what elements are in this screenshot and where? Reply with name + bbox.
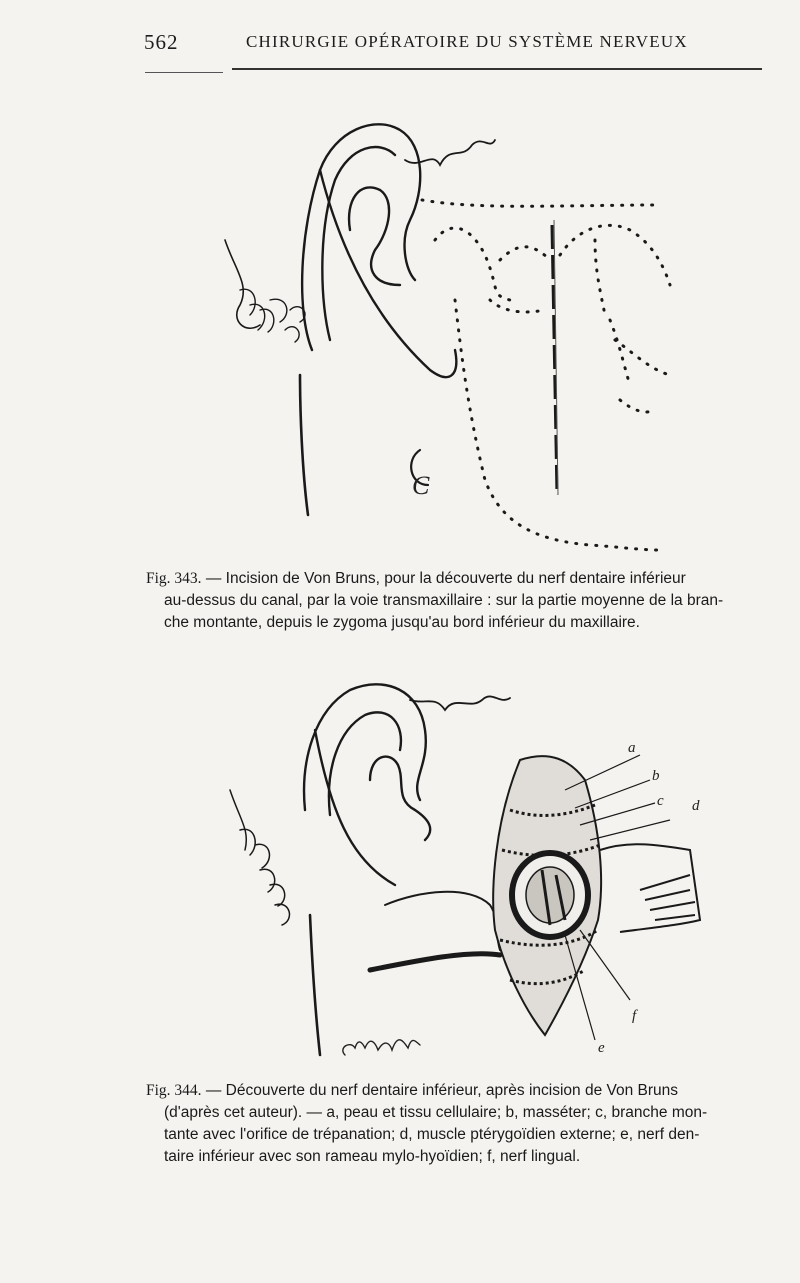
fig343-caption-line-2: au-dessus du canal, par la voie transmaxillaire : sur la partie moyenne de la bran- — [164, 592, 724, 609]
page-header — [144, 30, 764, 60]
nerve-exposure-drawing — [220, 670, 740, 1070]
label-f: f — [632, 1008, 637, 1024]
fig344-caption-line-4: taire inférieur avec son rameau mylo-hyoïdien; f, nerf lingual. — [164, 1148, 581, 1165]
fig344-caption-line-3: tante avec l'orifice de trépanation; d, muscle ptérygoïdien externe; e, nerf den- — [164, 1126, 700, 1143]
fig343-caption-line-3: che montante, depuis le zygoma jusqu'au bord inférieur du maxillaire. — [164, 614, 640, 631]
artist-signature — [343, 1040, 420, 1055]
fig343-label: Fig. 343. — [146, 570, 202, 587]
label-e: e — [598, 1040, 605, 1056]
figure-343-illustration — [200, 110, 700, 570]
fig344-caption-line-2: (d'après cet auteur). — a, peau et tissu cellulaire; b, masséter; c, branche mon- — [164, 1104, 708, 1121]
ear-incision-drawing — [200, 110, 700, 570]
label-c: c — [657, 793, 664, 809]
label-b: b — [652, 768, 660, 784]
label-d: d — [692, 798, 700, 814]
figure-343-caption — [146, 568, 772, 634]
header-rule-left — [145, 72, 223, 73]
figure-344-illustration — [220, 670, 740, 1070]
label-a: a — [628, 740, 636, 756]
page-number: 562 — [144, 30, 179, 54]
header-rule — [232, 68, 762, 70]
figure-344-caption — [146, 1080, 772, 1168]
running-head: CHIRURGIE OPÉRATOIRE DU SYSTÈME NERVEUX — [246, 32, 688, 51]
fig343-letter: C — [412, 471, 430, 500]
fig343-caption-line-1: — Incision de Von Bruns, pour la découverte du nerf dentaire inférieur — [205, 570, 686, 587]
fig344-label: Fig. 344. — [146, 1082, 202, 1099]
fig344-caption-line-1: — Découverte du nerf dentaire inférieur, après incision de Von Bruns — [205, 1082, 679, 1099]
